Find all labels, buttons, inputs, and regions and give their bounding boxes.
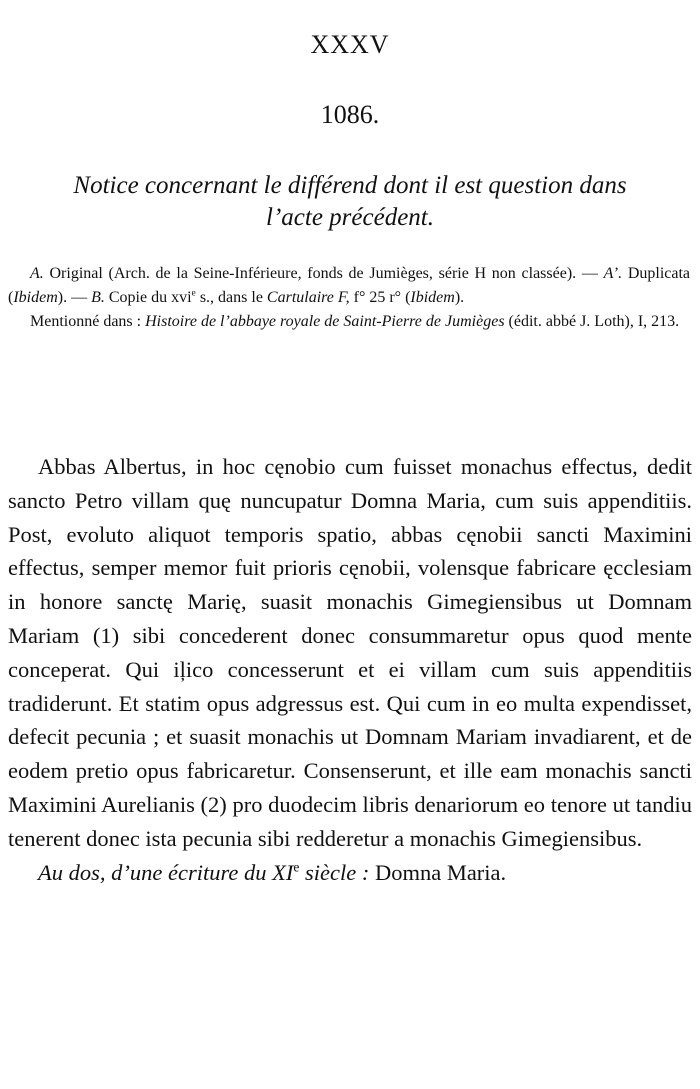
charter-body [8,450,692,889]
charter-title [8,170,692,234]
source-a-prime-text: Duplicata ( [8,265,691,306]
charter-year: 1086. [320,100,380,129]
source-a-text: Original (Arch. de la Seine-Inférieure, fonds de Jumièges, série H non classée). — [49,265,598,282]
source-b-text-2: s., dans le [199,289,263,306]
mention [8,310,690,334]
endorsement-label-sup: e [293,859,300,875]
source-b-text: Copie du xvi [108,289,192,306]
mention-rest: (édit. abbé J. Loth), I, 213. [508,313,680,330]
source-b-folio: f° 25 r° ( [353,289,411,306]
source-b-sup: e [191,287,196,299]
siglum-a: A. [30,265,44,282]
source-a-prime-close: ). — [57,289,88,306]
mention-prefix: Mentionné dans : [30,313,142,330]
endorsement-label-end: siècle : [304,859,370,885]
source-a-prime-ibidem: Ibidem [13,289,58,306]
title-line-1: Notice concernant le différend dont il est question dans [73,172,627,199]
endorsement [8,856,692,890]
siglum-b: B. [91,289,105,306]
mention-title: Histoire de l’abbaye royale de Saint-Pierre de Jumièges [145,313,505,330]
siglum-a-prime: A’. [603,265,623,282]
source-list [8,262,690,310]
charter-number: XXXV [310,30,390,59]
endorsement-text: Domna Maria. [374,859,507,885]
title-line-2: l’acte précédent. [266,204,434,231]
source-apparatus [8,262,690,334]
body-paragraph: Abbas Albertus, in hoc cęnobio cum fuisset monachus effectus, dedit sancto Petro villam quę nuncupatur Domna Maria, cum suis appenditiis. Post, evoluto aliquot temporis spatio, abbas cęnobii sancti Maximini effectus, semper memor fuit prioris cęnobii, volensque fabricare ęcclesiam in honore sanctę Marię, suasit monachis Gimegiensibus ut Domnam Mariam (1) sibi concederent donec consummaretur opus quod mente conceperat. Qui iļico concesserunt et ei villam cum suis appenditiis tradiderunt. Et statim opus adgressus est. Qui cum in eo multa expendisset, defecit pecunia ; et suasit monachis ut Domnam Mariam invadiarent, et de eodem pretio opus fabricaretur. Consenserunt, et ille eam monachis sancti Maximini Aurelianis (2) pro duodecim libris denariorum eo tenore ut tandiu tenerent donec ista pecunia sibi redderetur a monachis Gimegiensibus. [8,454,692,851]
endorsement-label: Au dos, d’une écriture du XI [38,859,294,885]
source-b-cartulaire: Cartulaire F, [266,289,350,306]
source-b-ibidem: Ibidem [410,289,455,306]
source-b-close: ). [454,289,465,306]
